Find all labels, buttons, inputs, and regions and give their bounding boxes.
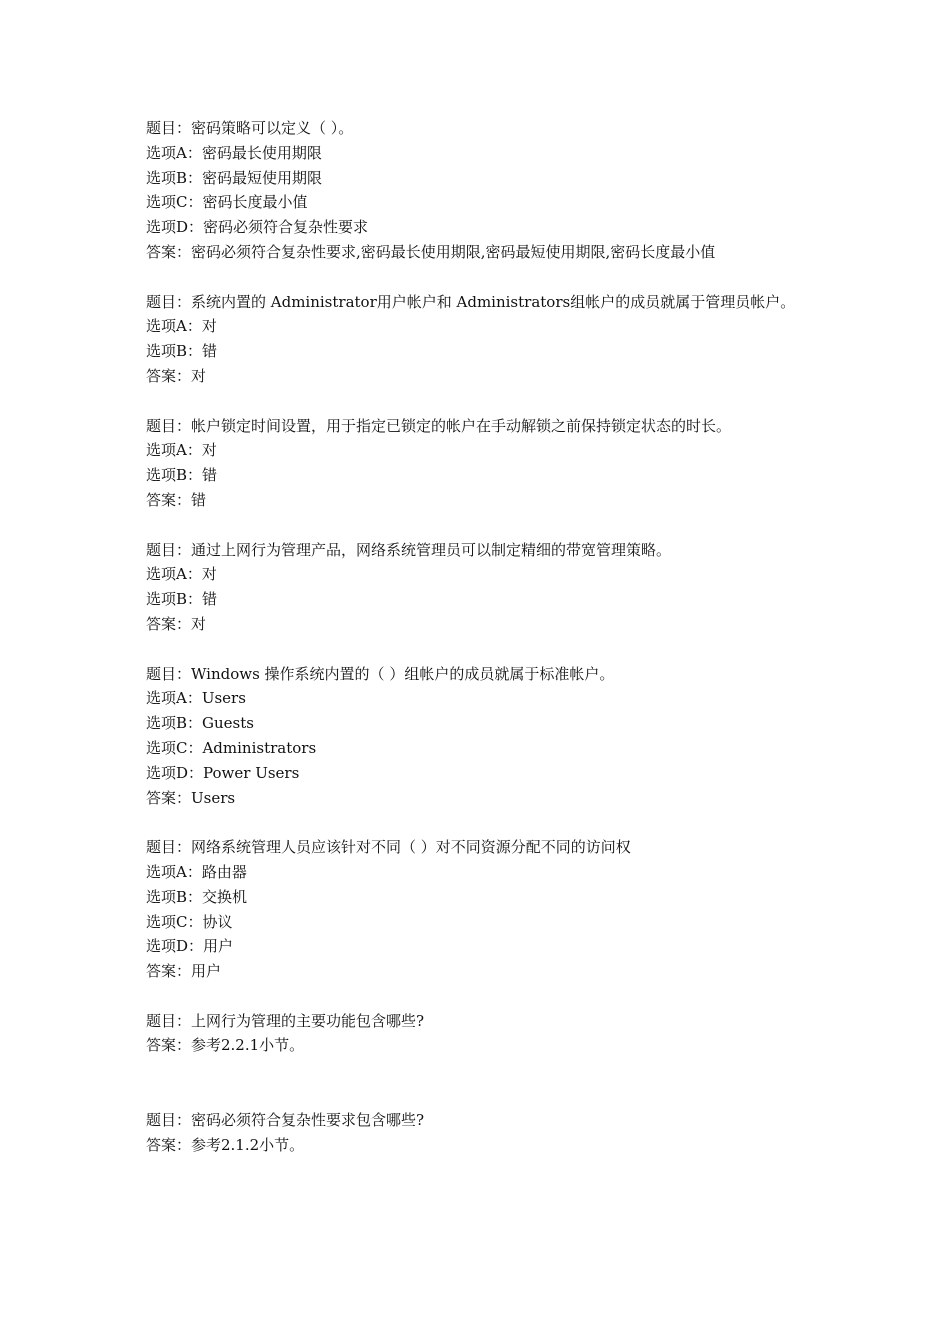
answer-text: 答案：对 [146,614,207,633]
option-b: 选项B：错 [146,342,218,361]
option-a: 选项A：对 [146,441,217,460]
answer-text: 答案：参考2.1.2小节。 [146,1135,305,1154]
option-c: 选项C：Administrators [146,738,317,757]
option-a: 选项A：对 [146,565,217,584]
answer-text: 答案：密码必须符合复杂性要求,密码最长使用期限,密码最短使用期限,密码长度最小值 [146,242,716,261]
question-text: 题目：密码策略可以定义（ ）。 [146,119,354,137]
option-b: 选项B：密码最短使用期限 [146,168,323,187]
answer-text: 答案：用户 [146,962,222,981]
question-block-8 [146,1108,826,1158]
option-c: 选项C：密码长度最小值 [146,193,308,212]
option-b: 选项B：交换机 [146,887,248,906]
option-b: 选项B：Guests [146,714,254,733]
question-text: 题目：系统内置的 Administrator用户帐户和 Administrators组帐户的成员就属于管理员帐户。 [146,292,796,311]
option-d: 选项D：密码必须符合复杂性要求 [146,218,369,237]
question-block-7 [146,1009,826,1059]
option-b: 选项B：错 [146,466,218,485]
question-text: 题目：Windows 操作系统内置的（ ）组帐户的成员就属于标准帐户。 [146,664,615,683]
question-text: 题目：网络系统管理人员应该针对不同（ ）对不同资源分配不同的访问权 [146,838,631,857]
option-a: 选项A：对 [146,317,217,336]
option-c: 选项C：协议 [146,912,233,931]
document-page [146,116,826,1182]
question-text: 题目：上网行为管理的主要功能包含哪些? [146,1011,425,1030]
question-block-6 [146,835,826,984]
question-block-5 [146,662,826,811]
option-a: 选项A：密码最长使用期限 [146,143,322,162]
answer-text: 答案：错 [146,490,207,509]
question-text: 题目：帐户锁定时间设置，用于指定已锁定的帐户在手动解锁之前保持锁定状态的时长。 [146,416,732,435]
option-d: 选项D：用户 [146,937,234,956]
answer-text: 答案：对 [146,366,207,385]
question-block-2 [146,290,826,389]
answer-text: 答案：Users [146,788,236,807]
option-b: 选项B：错 [146,590,218,609]
question-block-3 [146,414,826,513]
option-a: 选项A：Users [146,689,246,708]
question-block-4 [146,538,826,637]
option-a: 选项A：路由器 [146,862,247,881]
question-text: 题目：密码必须符合复杂性要求包含哪些? [146,1110,425,1129]
question-text: 题目：通过上网行为管理产品，网络系统管理员可以制定精细的带宽管理策略。 [146,540,672,559]
question-block-1 [146,116,826,265]
answer-text: 答案：参考2.2.1小节。 [146,1036,305,1055]
option-d: 选项D：Power Users [146,763,300,782]
